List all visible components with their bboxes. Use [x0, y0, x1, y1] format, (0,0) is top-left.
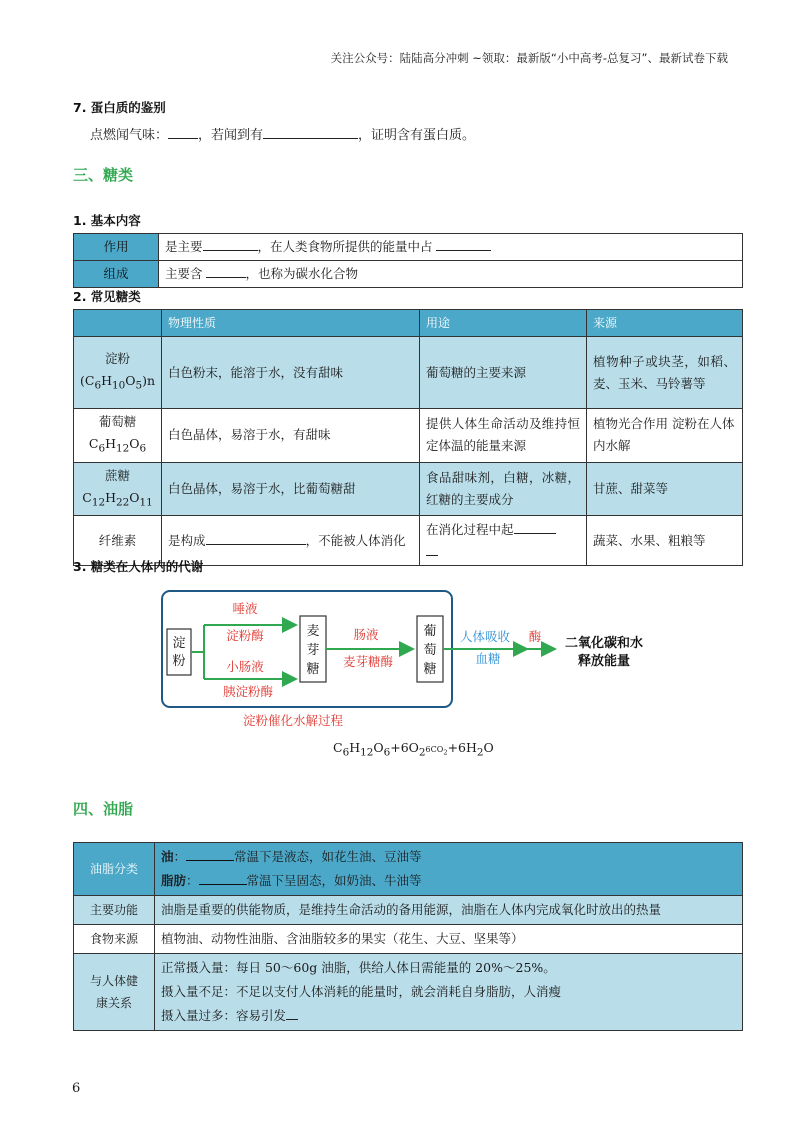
- product-2-label: 释放能量: [577, 654, 631, 669]
- row-label: 组成: [74, 261, 159, 288]
- saliva-label: 唾液: [232, 601, 258, 616]
- fat-line: 脂肪： 常温下呈固态，如奶油、牛油等: [161, 873, 422, 888]
- protein-identification-title: 7. 蛋白质的鉴别: [73, 100, 166, 115]
- header-cell: 用途: [420, 310, 587, 337]
- sugar-formula: $C_6H_{12}O_6$: [88, 436, 147, 455]
- section-title-sugars: 三、糖类: [73, 166, 134, 184]
- table-row: [74, 462, 743, 516]
- text-fragment: ，证明含有蛋白质。: [358, 128, 476, 143]
- use-cell: [420, 516, 587, 566]
- table-row: [74, 925, 743, 954]
- fill-blank: [206, 264, 246, 278]
- saliva-enzyme-label: 淀粉酶: [226, 628, 264, 643]
- starch-char-1: 淀: [172, 636, 186, 651]
- common-sugars-title: 2. 常见糖类: [73, 289, 141, 304]
- intestine-label: 小肠液: [226, 659, 264, 674]
- row-value: 油脂是重要的供能物质，是维持生命活动的备用能源，油脂在人体内完成氧化时放出的热量: [155, 896, 743, 925]
- fill-blank: [514, 520, 556, 534]
- use-cell: 葡萄糖的主要来源: [420, 337, 587, 409]
- enzyme-label: 酶: [528, 629, 542, 644]
- table-row: [74, 261, 743, 288]
- fill-blank: [426, 542, 438, 556]
- text-fragment: ，若闻到有: [198, 128, 264, 143]
- table-row: [74, 409, 743, 463]
- sugar-name-cell: [74, 337, 162, 409]
- sugar-formula: $C_{12}H_{22}O_{11}$: [82, 489, 153, 508]
- source-cell: 植物种子或块茎，如稻、麦、玉米、马铃薯等: [587, 337, 743, 409]
- common-sugars-table: [73, 309, 743, 566]
- row-label: [74, 954, 155, 1031]
- fill-blank: [436, 237, 491, 251]
- oil-keyword: 油: [161, 849, 174, 864]
- row-value: [155, 954, 743, 1031]
- product-1-label: 二氧化碳和水: [564, 636, 644, 651]
- row-value: [159, 234, 743, 261]
- oxidation-formula: $C_6H_{12}O_6+6O_26CO_2+6H_2O$: [333, 740, 494, 759]
- use-cell: 提供人体生命活动及维持恒定体温的能量来源: [420, 409, 587, 463]
- absorb-label: 人体吸收: [459, 629, 511, 644]
- table-row: [74, 843, 743, 896]
- sugar-name-cell: 纤维素: [74, 516, 162, 566]
- table-row: [74, 896, 743, 925]
- text-fragment: 在消化过程中起: [426, 521, 514, 537]
- property-cell: 白色晶体，易溶于水，有甜味: [162, 409, 420, 463]
- fat-keyword: 脂肪: [161, 873, 187, 888]
- source-cell: 甘蔗、甜菜等: [587, 462, 743, 516]
- table-row: [74, 954, 743, 1031]
- text-fragment: 点燃闻气味：: [90, 128, 169, 143]
- blood-sugar-label: 血糖: [475, 651, 501, 666]
- basic-content-title: 1. 基本内容: [73, 213, 141, 228]
- sugar-name: 淀粉: [105, 351, 131, 367]
- glucose-char-1: 葡: [423, 624, 437, 639]
- text-fragment: 主要含: [165, 266, 203, 281]
- row-value: 植物油、动物性油脂、含油脂较多的果实（花生、大豆、坚果等）: [155, 925, 743, 954]
- header-cell: 来源: [587, 310, 743, 337]
- header-cell: [74, 310, 162, 337]
- pancreas-enzyme-label: 胰淀粉酶: [222, 684, 274, 699]
- fill-blank: [203, 237, 258, 251]
- text-fragment: ，也称为碳水化合物: [245, 266, 359, 281]
- source-cell: 蔬菜、水果、粗粮等: [587, 516, 743, 566]
- row-value: [155, 843, 743, 896]
- source-cell: 植物光合作用 淀粉在人体内水解: [587, 409, 743, 463]
- health-line: 正常摄入量：每日 50～60g 油脂，供给人体日需能量的 20%～25%。: [161, 960, 556, 975]
- section-title-fats: 四、油脂: [73, 800, 134, 818]
- diagram-caption: 淀粉催化水解过程: [242, 713, 344, 728]
- health-line: 摄入量不足：不足以支付人体消耗的能量时，就会消耗自身脂肪，人消瘦: [161, 984, 562, 999]
- glucose-char-3: 糖: [423, 662, 437, 677]
- health-line: [161, 1004, 736, 1028]
- protein-identification-text: [90, 124, 475, 143]
- fill-blank: [286, 1006, 298, 1020]
- basic-content-table: [73, 233, 743, 288]
- health-label: 与人体健康关系: [90, 974, 139, 1010]
- row-label: 油脂分类: [74, 843, 155, 896]
- property-cell: 白色粉末，能溶于水，没有甜味: [162, 337, 420, 409]
- fill-blank: [199, 871, 247, 885]
- row-label: 作用: [74, 234, 159, 261]
- fat-text: 常温下呈固态，如奶油、牛油等: [246, 873, 422, 888]
- maltose-char-2: 芽: [306, 643, 320, 658]
- fill-blank: [168, 125, 198, 139]
- sugar-name: 蔗糖: [105, 467, 131, 483]
- maltose-char-3: 糖: [306, 662, 320, 677]
- page-number: 6: [72, 1081, 81, 1096]
- header-cell: 物理性质: [162, 310, 420, 337]
- fill-blank: [186, 847, 234, 861]
- metabolism-title: 3. 糖类在人体内的代谢: [73, 559, 204, 574]
- text-fragment: 是主要: [165, 239, 203, 254]
- sugar-metabolism-diagram: [160, 589, 660, 734]
- maltase-label: 麦芽糖酶: [342, 654, 394, 669]
- starch-char-2: 粉: [172, 654, 186, 669]
- fats-table: [73, 842, 743, 1031]
- oil-text: 常温下是液态，如花生油、豆油等: [234, 849, 422, 864]
- sugar-name-cell: [74, 462, 162, 516]
- table-row: [74, 234, 743, 261]
- maltose-char-1: 麦: [306, 624, 320, 639]
- text-fragment: ，在人类食物所提供的能量中占: [257, 239, 433, 254]
- sugar-name-cell: [74, 409, 162, 463]
- text-fragment: 是构成: [168, 532, 206, 548]
- use-cell: 食品甜味剂，白糖，冰糖，红糖的主要成分: [420, 462, 587, 516]
- table-header-row: [74, 310, 743, 337]
- text-fragment: ，不能被人体消化: [305, 532, 406, 548]
- row-value: [159, 261, 743, 288]
- row-label: 主要功能: [74, 896, 155, 925]
- property-cell: 白色晶体，易溶于水，比葡萄糖甜: [162, 462, 420, 516]
- table-row: [74, 337, 743, 409]
- glucose-char-2: 萄: [423, 643, 437, 658]
- fill-blank: [206, 531, 306, 545]
- page-header: 关注公众号：陆陆高分冲刺 ~领取：最新版“小中高考-总复习”、最新试卷下载: [330, 51, 728, 65]
- oil-line: 油： 常温下是液态，如花生油、豆油等: [161, 849, 422, 864]
- sugar-name: 葡萄糖: [98, 414, 137, 429]
- sugar-formula: $(C_6H_{10}O_5)n$: [80, 373, 156, 392]
- intestinal-juice-label: 肠液: [353, 627, 379, 642]
- row-label: 食物来源: [74, 925, 155, 954]
- fill-blank: [263, 125, 358, 139]
- text-fragment: 摄入量过多：容易引发: [161, 1008, 287, 1023]
